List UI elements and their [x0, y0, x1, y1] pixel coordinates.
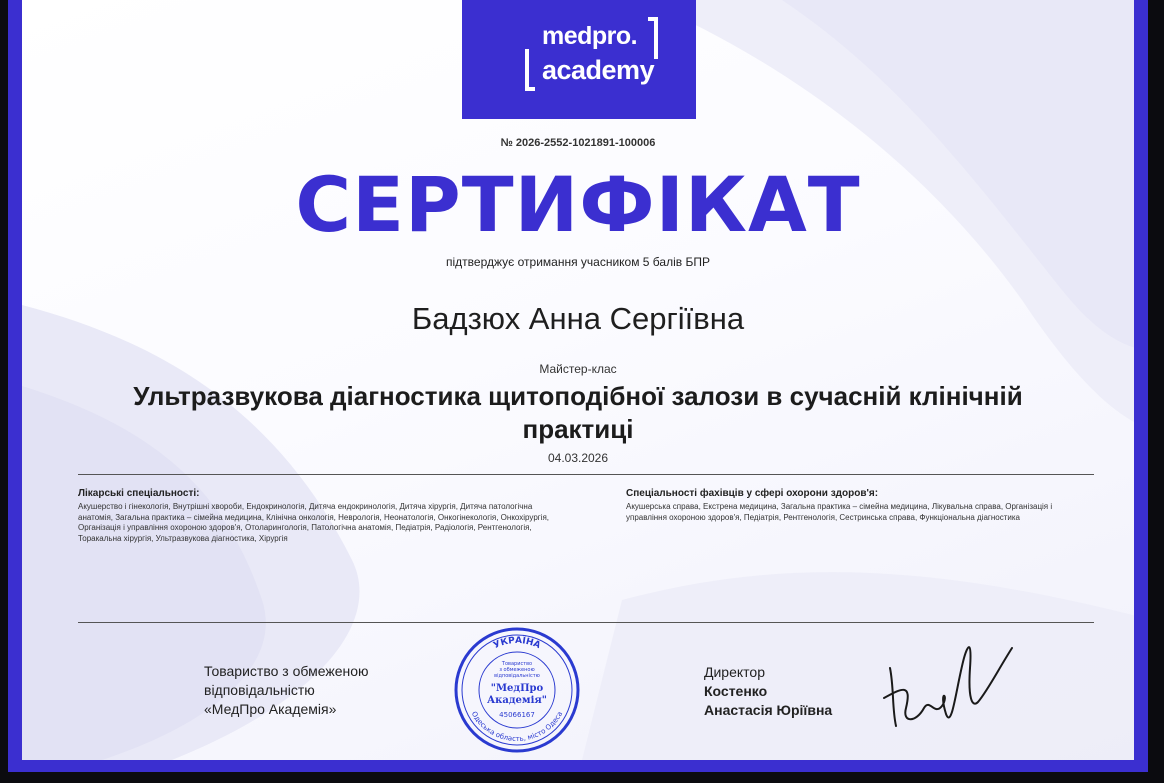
- organization-line-1: Товариство з обмеженою: [204, 663, 369, 679]
- health-specialties-heading: Спеціальності фахівців у сфері охорони здоров'я:: [626, 488, 879, 499]
- stamp-code: 45066167: [499, 711, 535, 719]
- confirmation-text: підтверджує отримання учасником 5 балів БПР: [446, 255, 710, 269]
- director-surname: Костенко: [704, 683, 768, 699]
- certificate-frame: [8, 0, 1148, 772]
- director-role: Директор: [704, 664, 765, 680]
- doctor-specialties-list: Акушерство і гінекологія, Внутрішні хвороби, Ендокринологія, Дитяча ендокринологія, Дитяча хірургія, Дитяча патологічна анатомія, Загальна практика – сімейна медицина, Клінічна онкологія, Неврологія, Неонатологія, Онкогінекологія, Онкохірургія, Організація і управління охороною здоров'я, Отоларингологія, Патологічна анатомія, Педіатрія, Радіологія, Рентгенологія, Торакальна хірургія, Ультразвукова діагностика, Хірургія: [78, 502, 550, 543]
- health-specialties: [626, 488, 1086, 523]
- official-stamp: [452, 625, 582, 755]
- stamp-country: УКРАЇНА: [492, 635, 542, 652]
- course-title: Ультразвукова діагностика щитоподібної залози в сучасній клінічній практиці: [133, 381, 1023, 444]
- health-specialties-list: Акушерська справа, Екстрена медицина, Загальна практика – сімейна медицина, Лікувальна справа, Організація і управління охороною здоров'я, Педіатрія, Рентгенологія, Сестринська справа, Функціональна діагностика: [626, 502, 1053, 522]
- logo-bracket-left: [525, 49, 535, 91]
- logo-bracket-right: [648, 17, 658, 59]
- logo: [462, 0, 696, 119]
- director-block: [704, 663, 832, 720]
- logo-text-medpro: medpro.: [542, 22, 638, 50]
- divider-top: [78, 474, 1094, 475]
- stamp-name-2: Академія": [487, 695, 547, 706]
- stamp-inner-2: з обмеженою: [499, 667, 535, 673]
- certificate-number: № 2026-2552-1021891-100006: [500, 137, 656, 149]
- doctor-specialties-heading: Лікарські спеціальності:: [78, 488, 200, 499]
- stamp-name-1: "МедПро: [490, 683, 544, 694]
- doctor-specialties: [78, 488, 556, 544]
- organization-line-2: відповідальністю: [204, 682, 315, 698]
- logo-text-academy: academy: [542, 55, 655, 85]
- participant-name: Бадзюх Анна Сергіївна: [411, 301, 745, 336]
- director-signature: [872, 628, 1022, 738]
- certificate-title: СЕРТИФІКАТ: [295, 160, 861, 249]
- stamp-inner-1: Товариство: [501, 661, 533, 667]
- divider-bottom: [78, 622, 1094, 623]
- event-type: Майстер-клас: [539, 362, 617, 376]
- director-name: Анастасія Юріївна: [704, 702, 833, 718]
- organization-line-3: «МедПро Академія»: [204, 701, 337, 717]
- organization-name: [204, 662, 434, 719]
- stamp-inner-3: відповідальністю: [494, 673, 540, 679]
- event-date: 04.03.2026: [547, 451, 609, 465]
- stamp-region: Одеська область, місто Одеса: [469, 710, 565, 744]
- certificate-paper: [22, 0, 1134, 760]
